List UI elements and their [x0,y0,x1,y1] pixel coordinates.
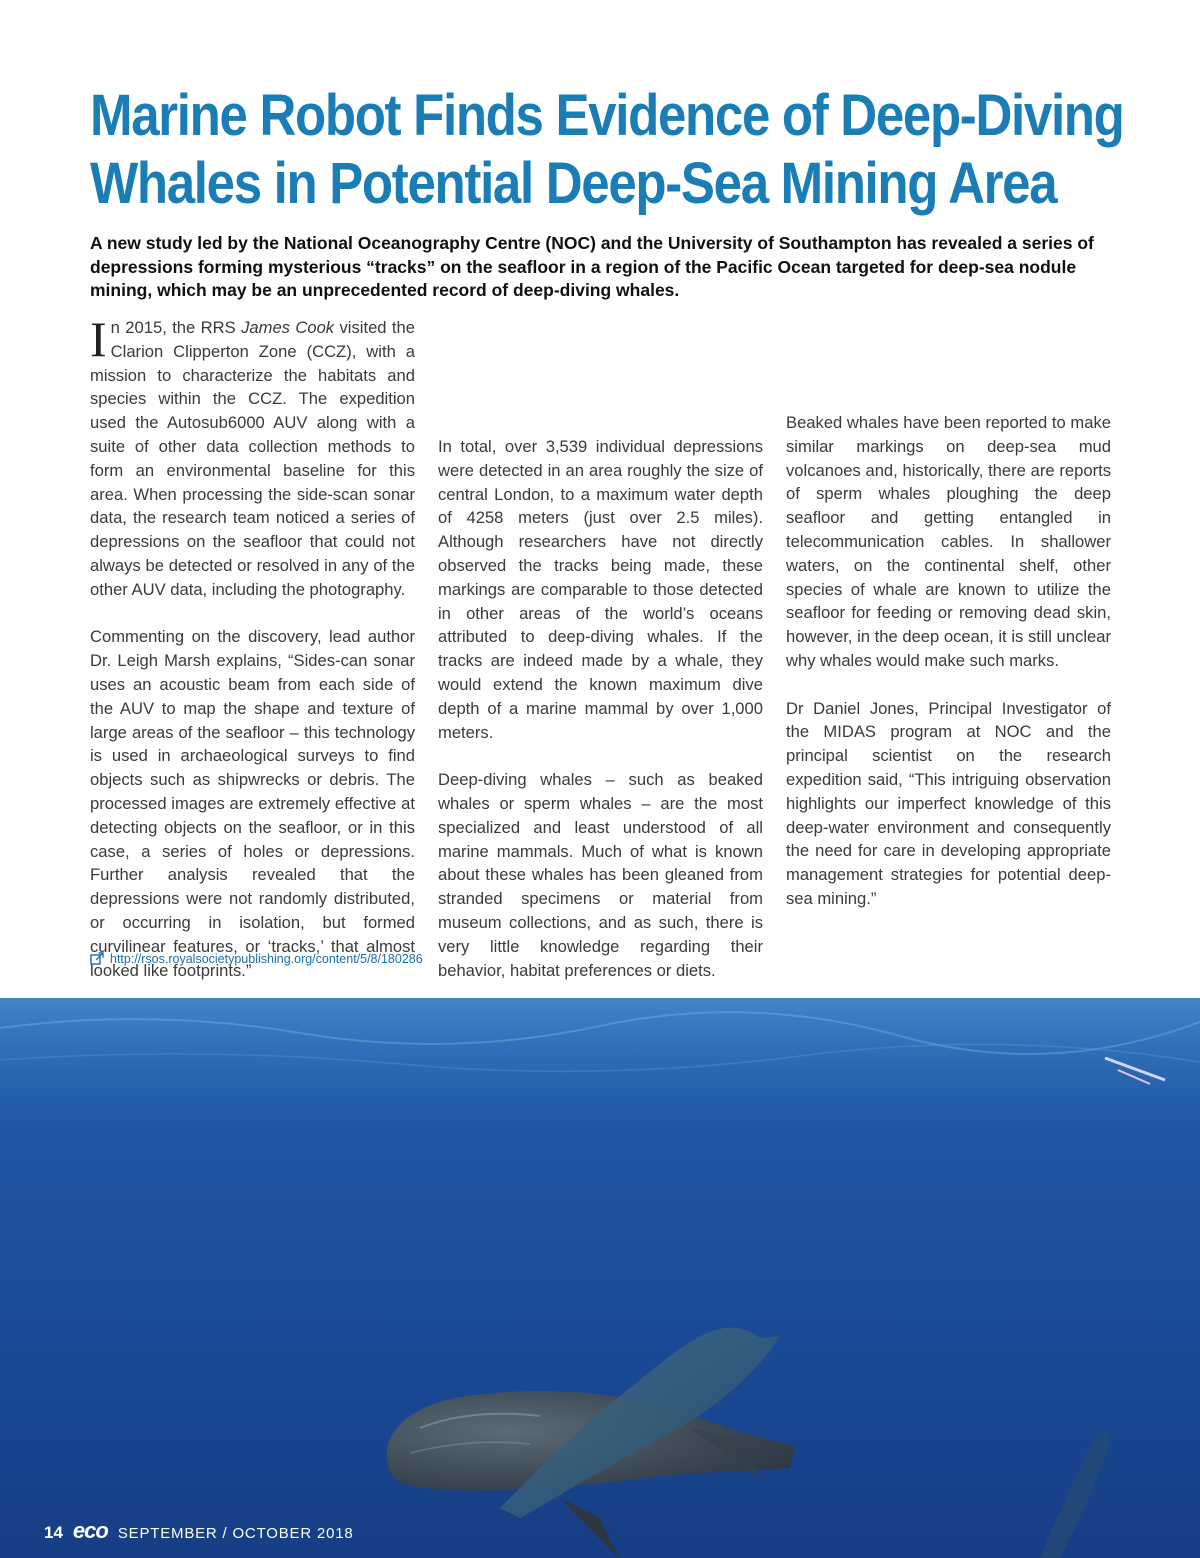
paragraph-4: Deep-diving whales – such as beaked whales or sperm whales – are the most specialized and least understood of all marine mammals. Much of what is known about these whales has been gleaned from stranded specimens or material from museum collections, and as such, there is very little knowledge regarding their behavior, habitat preferences or diets. [438,770,763,980]
whale-photo [0,998,1200,1558]
text-column-2 [438,316,763,1006]
paragraph-3: In total, over 3,539 individual depressions were detected in an area roughly the size of central London, to a maximum water depth of 4258 meters (just over 2.5 miles). Although researchers have not directly observed the tracks being made, these markings are comparable to those detected in other areas of the world’s oceans attributed to deep-diving whales. If the tracks are indeed made by a whale, they would extend the known maximum dive depth of a marine mammal by over 1,000 meters. [438,437,763,742]
text-column-1 [90,311,415,1006]
paragraph-2: Commenting on the discovery, lead author Dr. Leigh Marsh explains, “Sides-can sonar uses an acoustic beam from each side of the AUV to map the shape and texture of large areas of the seafloor – this technology is used in archaeological surveys to find objects such as shipwrecks or debris. The processed images are extremely effective at detecting objects on the seafloor, or in this case, a series of holes or depressions. Further analysis revealed that the depressions were not randomly distributed, or occurring in isolation, but formed curvilinear features, or ‘tracks,’ that almost looked like footprints.” [90,627,415,980]
magazine-logo: eco [72,1518,108,1543]
article-title [90,82,1124,218]
text-column-3 [786,316,1111,935]
ocean-illustration [0,998,1200,1558]
issue-date: SEPTEMBER / OCTOBER 2018 [117,1525,354,1542]
page-number: 14 [44,1523,63,1542]
source-link-text: http://rsos.royalsocietypublishing.org/content/5/8/180286 [110,952,423,966]
paragraph-6: Dr Daniel Jones, Principal Investigator of the MIDAS program at NOC and the principal scientist on the research expedition said, “This intriguing observation highlights our imperfect knowledge of this deep-water environment and consequently the need for care in developing appropriate management strategies for potential deep-sea mining.” [786,698,1111,908]
page-footer [44,1518,354,1544]
p1-rest: visited the Clarion Clipperton Zone (CCZ), with a mission to characterize the habitats and species within the CCZ. The expedition used the Autosub6000 AUV along with a suite of other data collection methods to form an environmental baseline for this area. When processing the side-scan sonar data, the research team noticed a series of depressions on the seafloor that could not always be detected or resolved in any of the other AUV data, including the photography. [90,318,415,599]
paragraph-5: Beaked whales have been reported to make similar markings on deep-sea mud volcanoes and, historically, there are reports of sperm whales ploughing the deep seafloor and getting entangled in telecommunication cables. In shallower waters, on the continental shelf, other species of whale are known to utilize the seafloor for feeding or removing dead skin, however, in the deep ocean, it is still unclear why whales would make such marks. [786,413,1111,670]
title-line-2: Whales in Potential Deep-Sea Mining Area [90,151,1057,216]
p1-start: n 2015, the RRS [110,318,242,337]
external-link-icon [90,952,104,966]
article-deck: A new study led by the National Oceanography Centre (NOC) and the University of Southampton has revealed a series of depressions forming mysterious “tracks” on the seafloor in a region of the Pacific Ocean targeted for deep-sea nodule mining, which may be an unprecedented record of deep-diving whales. [90,233,1094,300]
title-line-1: Marine Robot Finds Evidence of Deep-Diving [90,83,1124,148]
drop-cap: I [90,311,107,367]
source-link[interactable] [90,952,423,966]
ship-name: James Cook [241,318,335,337]
paragraph-1 [90,311,415,602]
